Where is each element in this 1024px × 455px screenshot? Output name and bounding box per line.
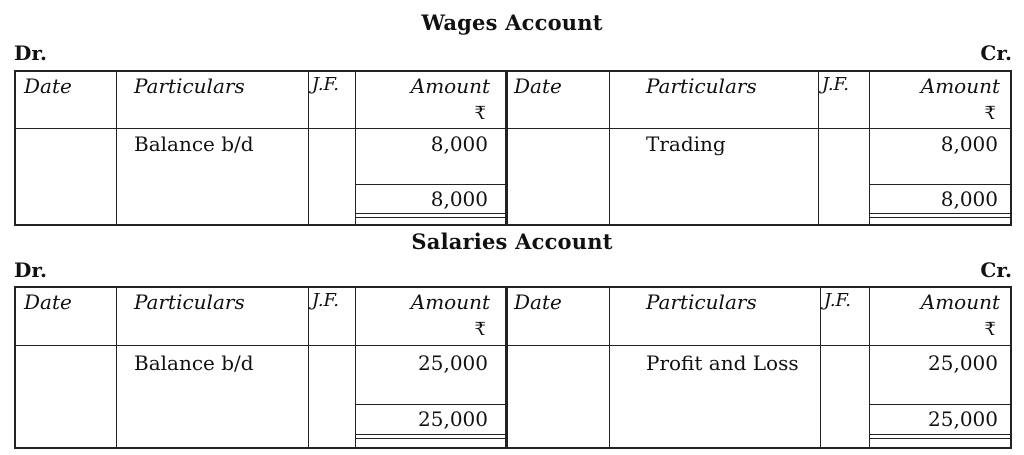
center-divider: [505, 288, 508, 447]
header-jf: J.F.: [822, 74, 849, 95]
column-divider: [609, 72, 610, 224]
ledger-table: [14, 70, 1012, 226]
total-rule: [869, 184, 1010, 185]
header-particulars: Particulars: [646, 290, 757, 314]
header-jf: J.F.: [312, 290, 339, 311]
total-double-rule: [355, 213, 505, 218]
column-divider: [308, 72, 309, 224]
header-amount: Amount: [920, 74, 1000, 98]
account-title: Salaries Account: [411, 229, 613, 254]
credit-side-label: Cr.: [980, 41, 1012, 65]
header-date: Date: [24, 74, 72, 98]
debit-amount: 8,000: [430, 132, 488, 156]
total-rule: [355, 184, 505, 185]
column-divider: [869, 288, 870, 447]
credit-amount: 25,000: [928, 351, 998, 375]
currency-symbol: ₹: [984, 103, 996, 124]
credit-particulars: Profit and Loss: [646, 351, 799, 375]
debit-total: 25,000: [418, 407, 488, 431]
header-jf: J.F.: [824, 290, 851, 311]
debit-side-label: Dr.: [14, 41, 48, 65]
credit-total: 25,000: [928, 407, 998, 431]
ledger-table: [14, 286, 1012, 449]
debit-particulars: Balance b/d: [134, 132, 254, 156]
header-rule: [16, 128, 1010, 129]
center-divider: [505, 72, 508, 224]
header-rule: [16, 345, 1010, 346]
debit-particulars: Balance b/d: [134, 351, 254, 375]
column-divider: [869, 72, 870, 224]
total-double-rule: [355, 434, 505, 439]
total-double-rule: [869, 213, 1010, 218]
header-date: Date: [514, 74, 562, 98]
debit-side-label: Dr.: [14, 258, 48, 282]
header-amount: Amount: [410, 290, 490, 314]
column-divider: [355, 72, 356, 224]
currency-symbol: ₹: [474, 319, 486, 340]
header-date: Date: [514, 290, 562, 314]
total-rule: [355, 404, 505, 405]
credit-total: 8,000: [940, 187, 998, 211]
total-rule: [869, 404, 1010, 405]
credit-amount: 8,000: [940, 132, 998, 156]
total-double-rule: [869, 434, 1010, 439]
header-particulars: Particulars: [646, 74, 757, 98]
currency-symbol: ₹: [984, 319, 996, 340]
column-divider: [116, 72, 117, 224]
debit-total: 8,000: [430, 187, 488, 211]
salaries-account: [0, 228, 1024, 455]
debit-amount: 25,000: [418, 351, 488, 375]
account-title: Wages Account: [421, 10, 603, 35]
header-amount: Amount: [920, 290, 1000, 314]
header-date: Date: [24, 290, 72, 314]
header-particulars: Particulars: [134, 290, 245, 314]
credit-side-label: Cr.: [980, 258, 1012, 282]
column-divider: [818, 72, 819, 224]
column-divider: [609, 288, 610, 447]
column-divider: [308, 288, 309, 447]
currency-symbol: ₹: [474, 103, 486, 124]
column-divider: [355, 288, 356, 447]
header-particulars: Particulars: [134, 74, 245, 98]
column-divider: [820, 288, 821, 447]
header-jf: J.F.: [312, 74, 339, 95]
header-amount: Amount: [410, 74, 490, 98]
credit-particulars: Trading: [646, 132, 726, 156]
column-divider: [116, 288, 117, 447]
